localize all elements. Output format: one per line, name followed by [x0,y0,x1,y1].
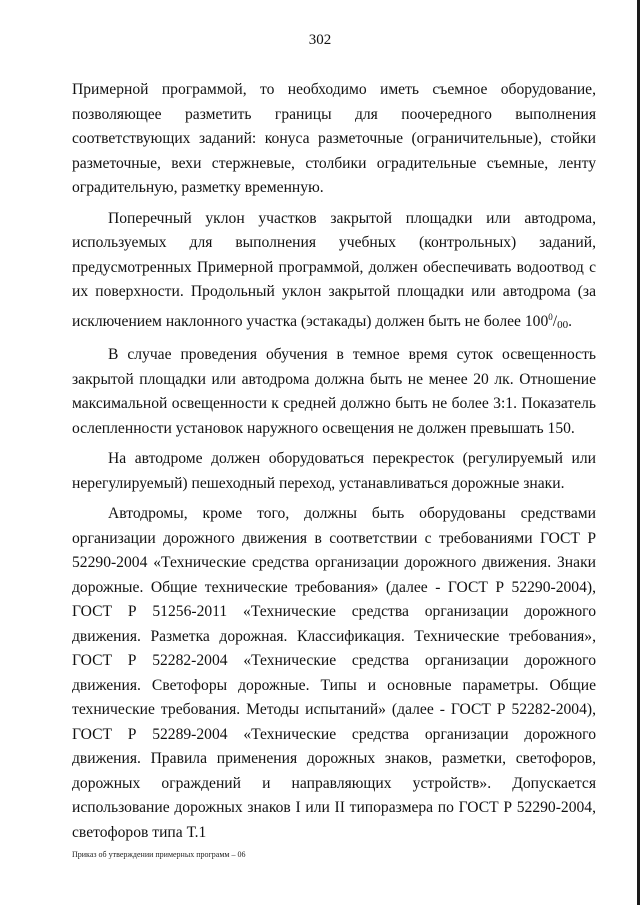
footer-note: Приказ об утверждении примерных программ – 06 [72,850,246,859]
paragraph-2-text: Поперечный уклон участков закрытой площадки или автодрома, используемых для выполнения учебных (контрольных) заданий, предусмотренных Примерной программой, должен обеспечивать водоотвод с их поверхности. Продольный уклон закрытой площадки или автодрома (за исключением наклонного участка (эстакады) должен быть не более 100 [72,209,596,330]
permille-end: . [568,312,573,330]
paragraph-2: Поперечный уклон участков закрытой площадки или автодрома, используемых для выполнения учебных (контрольных) заданий, предусмотренных Примерной программой, должен обеспечивать водоотвод с их поверхности. Продольный уклон закрытой площадки или автодрома (за исключением наклонного участка (эстакады) должен быть не более $100^0/00$. [72,209,596,331]
permille-sub: 00 [557,318,569,331]
paragraph-5: Автодромы, кроме того, должны быть оборудованы средствами организации дорожного движения в соответствии с требованиями ГОСТ Р 52290-2004 «Технические средства организации дорожного движения. Знаки дорожные. Общие технические требования» (далее - ГОСТ Р 52290-2004), ГОСТ Р 51256-2011 «Технические средства организации дорожного движения. Разметка дорожная. Классификация. Технические требования», ГОСТ Р 52282-2004 «Технические средства организации дорожного движения. Светофоры дорожные. Типы и основные параметры. Общие технические требования. Методы испытаний» (далее - ГОСТ Р 52282-2004), ГОСТ Р 52289-2004 «Технические средства организации дорожного движения. Правила применения дорожных знаков, разметки, светофоров, дорожных ограждений и направляющих устройств». Допускается использование дорожных знаков I или II типоразмера по ГОСТ Р 52290-2004, светофоров типа Т.1 [72,505,596,841]
page-number: 302 [308,32,332,48]
paragraph-4: На автодроме должен оборудоваться перекресток (регулируемый или нерегулируемый) пешеходный переход, устанавливаться дорожные знаки. [72,450,596,492]
permille-sup: 0 [548,311,553,322]
paragraph-1: Примерной программой, то необходимо иметь съемное оборудование, позволяющее разметить границы для поочередного выполнения соответствующих заданий: конуса разметочные (ограничительные), стойки разметочные, вехи стержневые, столбики оградительные съемные, ленту оградительную, разметку временную. [72,81,596,196]
document-body [72,78,596,851]
paragraph-3: В случае проведения обучения в темное время суток освещенность закрытой площадки или автодрома должна быть не менее 20 лк. Отношение максимальной освещенности к средней должно быть не более 3:1. Показатель ослепленности установок наружного освещения не должен превышать 150. [72,346,596,437]
